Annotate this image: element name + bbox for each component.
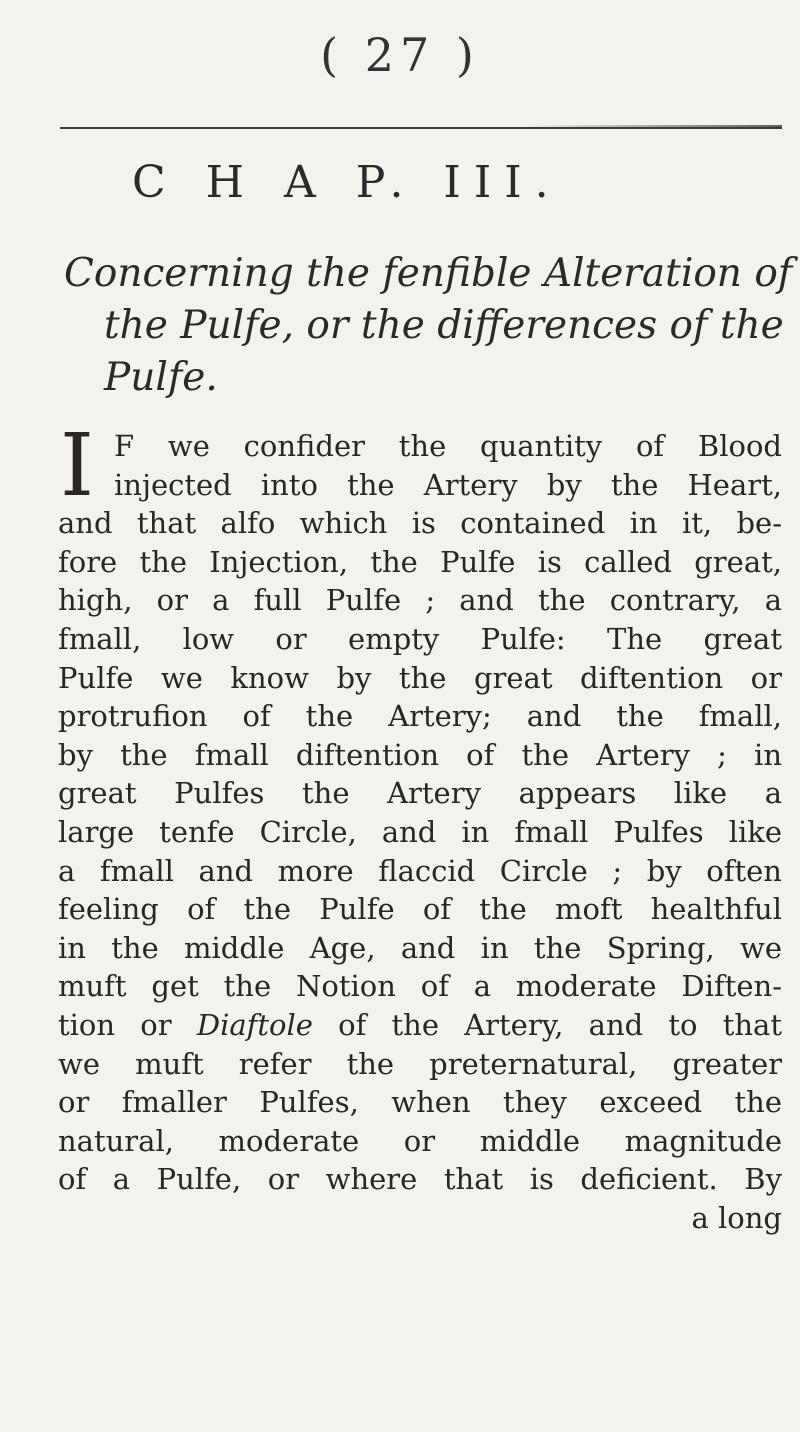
body-line: by the fmall diftention of the Artery ; in (58, 737, 782, 772)
body-line: great Pulfes the Artery appears like a (58, 776, 782, 811)
body-line (58, 1006, 782, 1045)
body-line: fore the Injection, the Pulfe is called great, (58, 544, 782, 579)
body-text-run: of the Artery, and to that (312, 1007, 782, 1042)
title-line: Concerning the fenfible Alteration of (64, 251, 793, 296)
chapter-heading: C H A P. III. (132, 157, 562, 208)
catchword: a long (691, 1200, 782, 1235)
italic-term: Diaftole (196, 1007, 313, 1042)
title-line: Pulfe. (104, 355, 218, 400)
body-line: and that alfo which is contained in it, be- (58, 506, 782, 541)
body-line: natural, moderate or middle magnitude (58, 1123, 782, 1158)
body-line: muft get the Notion of a moderate Diften- (58, 969, 782, 1004)
body-line: protrufion of the Artery; and the fmall, (58, 699, 782, 734)
body-line: we muft refer the preternatural, greater (58, 1046, 782, 1081)
page-number: ( 27 ) (320, 28, 480, 82)
body-line: in the middle Age, and in the Spring, we (58, 930, 782, 965)
drop-cap: I (60, 416, 94, 516)
body-line: high, or a full Pulfe ; and the contrary, a (58, 583, 782, 618)
body-line: fmall, low or empty Pulfe: The great (58, 621, 782, 656)
body-text (58, 416, 782, 1237)
body-line: large tenfe Circle, and in fmall Pulfes like (58, 814, 782, 849)
body-text-run: tion or (58, 1007, 197, 1042)
body-line: feeling of the Pulfe of the moft healthful (58, 892, 782, 927)
header-rule (60, 127, 782, 129)
body-line: F we confider the quantity of Blood (114, 429, 782, 463)
body-line: injected into the Artery by the Heart, (114, 467, 782, 502)
body-line: or fmaller Pulfes, when they exceed the (58, 1085, 782, 1120)
body-line: a fmall and more flaccid Circle ; by often (58, 853, 782, 888)
body-line: of a Pulfe, or where that is deficient. By (58, 1162, 782, 1197)
body-line: Pulfe we know by the great diftention or (58, 660, 782, 695)
title-line: the Pulfe, or the differences of the (104, 303, 784, 348)
chapter-title (64, 248, 793, 404)
